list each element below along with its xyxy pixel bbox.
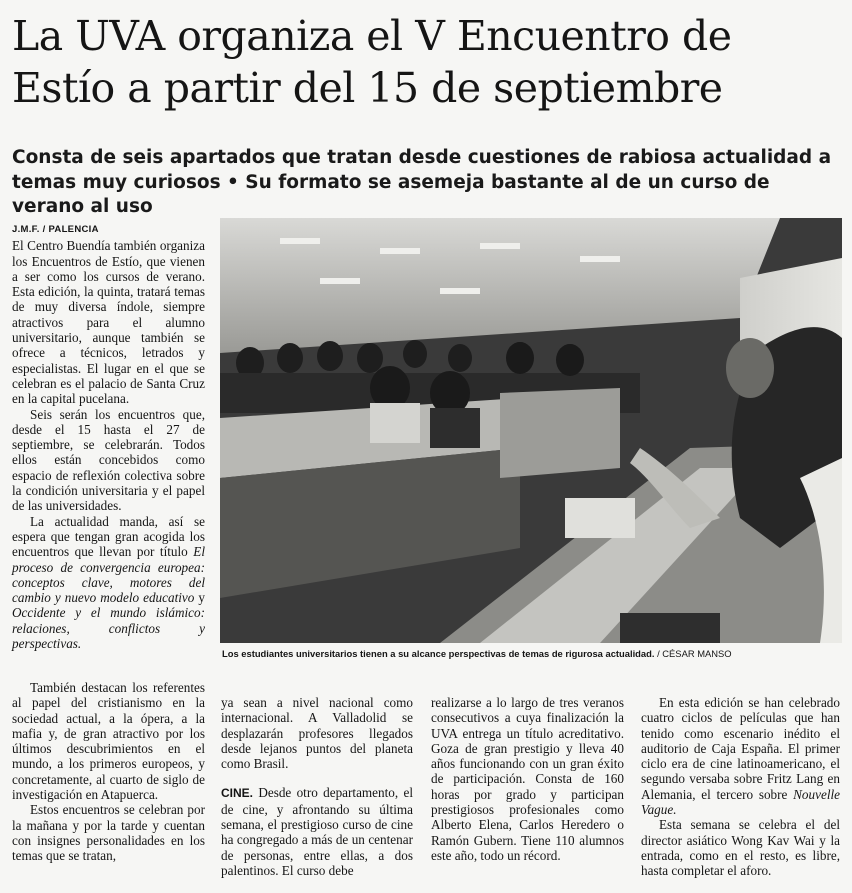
headline: La UVA organiza el V Encuentro de Estío a partir del 15 de septiembre [12, 12, 732, 112]
photo-credit: / CÉSAR MANSO [657, 648, 732, 659]
paragraph-text: La actualidad manda, así se espera que tengan gran acogida los encuentros que llevan por título [12, 513, 205, 560]
paragraph [641, 695, 840, 817]
section-label-cine: CINE. [221, 786, 254, 801]
byline: J.M.F. / PALENCIA [12, 224, 99, 235]
paragraph: Estos encuentros se celebran por la mañana y por la tarde y cuentan con insignes personalidades en los temas que se tratan, [12, 802, 205, 864]
caption-text: Los estudiantes universitarios tienen a su alcance perspectivas de temas de rigurosa actualidad. [222, 648, 655, 659]
paragraph: También destacan los referentes al papel del cristianismo en la sociedad actual, a la ópera, a la mafia y, de gran atractivo por los últimos descubrimientos en el mundo, a los primeros europeos, y concretamente, al cuarto de siglo de investigación en Atapuerca. [12, 680, 205, 803]
paragraph-text: y [194, 590, 205, 606]
course-title: Occidente y el mundo islámico: relaciones, conflictos y perspectivas. [12, 605, 205, 652]
subheadline: Consta de seis apartados que tratan desde cuestiones de rabiosa actualidad a temas muy curiosos • Su formato se asemeja bastante al de un curso de verano al uso [12, 147, 832, 217]
cycle-title: Nouvelle Vague. [641, 786, 840, 818]
paragraph [12, 514, 205, 652]
paragraph-text: Desde otro departamento, el de cine, y afrontando su última semana, el prestigioso curso de cine ha congregado a más de un centenar de personas, entre ellas, a dos palentinos. El curso debe [221, 785, 413, 878]
paragraph [221, 785, 413, 878]
paragraph-text: En esta edición se han celebrado cuatro ciclos de películas que han tenido como escenario inédito el auditorio de Caja España. El primer ciclo era de cine latinoamericano, el segundo versaba sobre Fritz Lang en Alemania, el tercero sobre [641, 695, 840, 802]
article-column-4 [641, 695, 840, 879]
article-column-1-bottom [12, 680, 205, 864]
paragraph: El Centro Buendía también organiza los Encuentros de Estío, que vienen a ser como los cursos de verano. Esta edición, la quinta, tratará temas de muy diversa índole, siempre atractivos para el alumno universitario, aunque también se ofrece a técnicos, letrados y especialistas. El lugar en el que se celebran es el palacio de Santa Cruz en la capital pucelana. [12, 238, 205, 407]
article-column-1 [12, 222, 205, 651]
photo-caption [222, 648, 842, 660]
classroom-photo [220, 218, 842, 643]
paragraph: ya sean a nivel nacional como internacional. A Valladolid se desplazarán profesores llegados desde lejanos puntos del planeta como Brasil. [221, 695, 413, 772]
paragraph: Esta semana se celebra el del director asiático Wong Kav Wai y la entrada, como en el resto, es libre, hasta completar el aforo. [641, 817, 840, 879]
article-column-3 [431, 695, 624, 863]
paragraph: Seis serán los encuentros que, desde el 15 hasta el 27 de septiembre, se celebrarán. Todos ellos están concebidos como espacio de reflexión colectiva sobre la condición universitaria y el papel de las universidades. [12, 406, 205, 514]
course-title: El proceso de convergencia europea: conceptos clave, motores del cambio y nuevo modelo educativo [12, 544, 205, 606]
paragraph: realizarse a lo largo de tres veranos consecutivos a cuya finalización la UVA entrega un título acreditativo. Goza de gran prestigio y lleva 40 años funcionando con un gran éxito de participación. Consta de 160 horas por grado y participan prestigiosos profesionales como Alberto Elena, Carlos Heredero o Ramón Gubern. Tiene 110 alumnos este año, todo un récord. [431, 695, 624, 863]
classroom-photo-image [220, 218, 842, 643]
article-column-2 [221, 695, 413, 878]
